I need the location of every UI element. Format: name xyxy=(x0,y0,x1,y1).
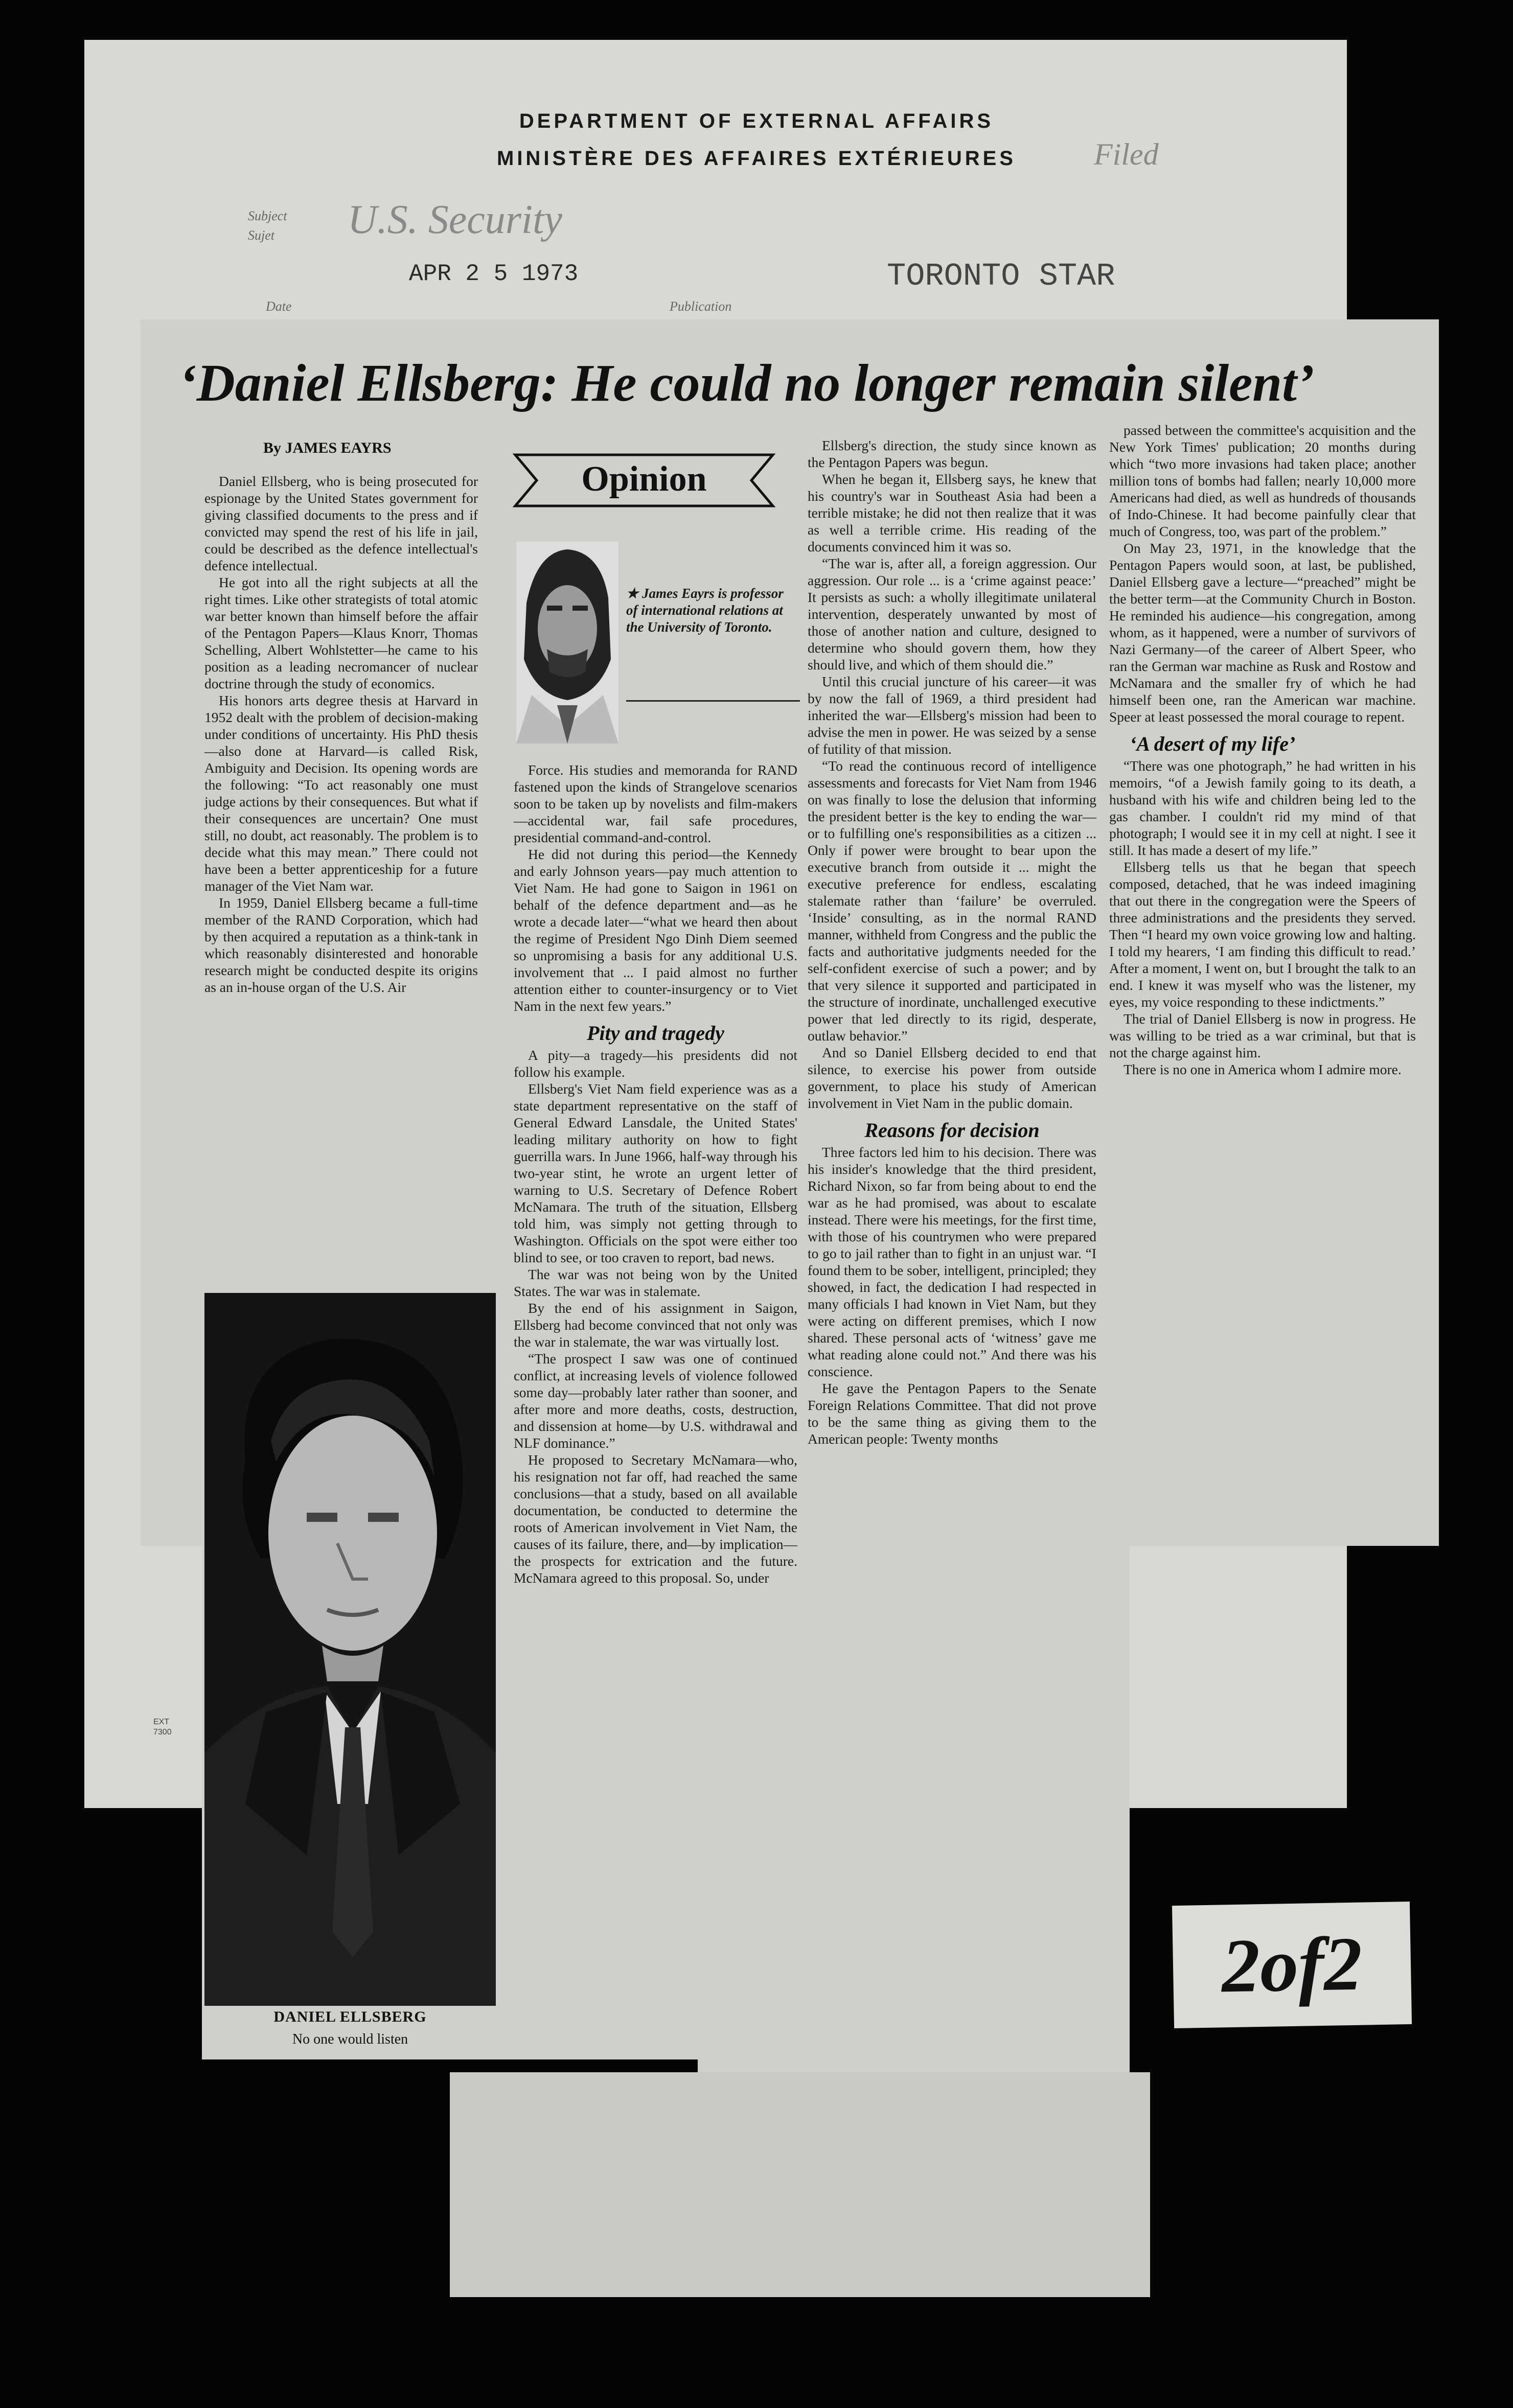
author-portrait xyxy=(516,542,618,744)
col2-para: The war was not being won by the United States. The war was in stalemate. xyxy=(514,1266,797,1299)
col1-para: He got into all the right subjects at all the right times. Like other strategists of total atomic war better known than himself before the affair of the Pentagon Papers—Klaus Knorr, Thomas Schelling, Albert Wohlstetter—he came to his position as a leading necromancer of nuclear doctrine through the study of economics. xyxy=(204,574,478,691)
col2-para: “The prospect I saw was one of continued conflict, at increasing levels of violence followed some day—probably later rather than sooner, and after more and more deaths, costs, destruction, and dissension at home—by U.S. withdrawal and NLF dominance.” xyxy=(514,1351,797,1451)
col3-para: And so Daniel Ellsberg decided to end that silence, to exercise his power from outside government, to place his study of American involvement in Viet Nam in the public domain. xyxy=(808,1045,1096,1111)
col4-para: Ellsberg tells us that he began that speech composed, detached, that he was indeed imagining that out there in the congregation were the Speers of three administrations and the presidents they served. Then “I heard my own voice growing low and halting. I told my hearers, ‘I am finding this difficult to read.’ After a moment, I went on, but I brought the talk to an end. I knew it was myself who was the listener, my eyes, my voice responding to these indictments.” xyxy=(1109,859,1416,1010)
column-3 xyxy=(808,437,1096,1447)
handwritten-note xyxy=(1172,1902,1412,2028)
byline: By JAMES EAYRS xyxy=(263,439,392,456)
col2-para: He proposed to Secretary McNamara—who, his resignation not far off, had reached the same conclusions—that a study, based on all available documentation, be conducted to determine the roots of American involvement in Viet Nam, the causes of its failure, there, and—by implication—the prospects for extrication and the future. McNamara agreed to this proposal. So, under xyxy=(514,1452,797,1586)
col3-para: Ellsberg's direction, the study since known as the Pentagon Papers was begun. xyxy=(808,437,1096,470)
dept-name-en: DEPARTMENT OF EXTERNAL AFFAIRS xyxy=(519,110,994,132)
col3-para: When he began it, Ellsberg says, he knew that his country's war in Southeast Asia had been a terrible mistake; he did not then realize that it was as well a terrible crime. His reading of the documents convinced him it was so. xyxy=(808,471,1096,554)
column-2 xyxy=(514,761,797,1586)
ellsberg-photo xyxy=(204,1293,496,2006)
author-note: ★ James Eayrs is professor of international relations at the University of Toronto. xyxy=(626,586,784,635)
date-stamp: APR 2 5 1973 xyxy=(409,261,579,287)
col1-para: In 1959, Daniel Ellsberg became a full-time member of the RAND Corporation, which had by then acquired a reputation as a think-tank in which reasonably disinterested and honorable research might be conducted despite its origins as an in-house organ of the U.S. Air xyxy=(204,895,478,995)
col3-para: He gave the Pentagon Papers to the Senate Foreign Relations Committee. That did not prove to be the same thing as giving them to the American people: Twenty months xyxy=(808,1380,1096,1447)
note-text: 2of2 xyxy=(1221,1921,1363,2009)
publication-stamp: TORONTO STAR xyxy=(887,258,1115,294)
side-code: EXT 7300 xyxy=(153,1718,172,1736)
subhead-pity-and-tragedy: Pity and tragedy xyxy=(587,1022,724,1045)
col4-para: On May 23, 1971, in the knowledge that the Pentagon Papers would soon, at last, be published, Daniel Ellsberg gave a lecture—“preached” might be the better term—at the Community Church in Boston. He reminded his audience—his congregation, among whom, as it happened, were a number of survivors of Nazi Germany—of the career of Albert Speer, who ran the German war machine as Rusk and Rostow and McNamara and the smaller fry of which he had himself been one, ran the American war machine. Speer at least possessed the moral courage to repent. xyxy=(1109,540,1416,725)
photo-caption-name: DANIEL ELLSBERG xyxy=(273,2008,427,2025)
clipping-lower-middle xyxy=(698,1533,1130,2075)
col3-para: “The war is, after all, a foreign aggression. Our aggression. Our role ... is a ‘crime against peace:’ It persists as such: a wholly illegitimate unilateral intervention, desperately unwanted by most of those of another nation and culture, designed to determine who should govern them, how they should live, and which of them should die.” xyxy=(808,555,1096,673)
subhead-reasons-for-decision: Reasons for decision xyxy=(864,1119,1040,1142)
article-headline: ‘Daniel Ellsberg: He could no longer remain silent’ xyxy=(179,354,1315,412)
publication-label: Publication xyxy=(670,299,732,314)
col1-para: His honors arts degree thesis at Harvard in 1952 dealt with the problem of decision-making under conditions of uncertainty. His PhD thesis—also done at Harvard—is called Risk, Ambiguity and Decision. Its opening words are the following: “To act reasonably one must judge actions by their consequences. But what if their consequences are uncertain? One must still, no doubt, act reasonably. The problem is to decide what this may mean.” There could not have been a better apprenticeship for a future manager of the Viet Nam war. xyxy=(204,692,478,894)
author-note-rule xyxy=(626,700,800,702)
subject-label-en: Subject xyxy=(248,209,287,223)
file-mark: Filed xyxy=(1094,137,1159,171)
subhead-desert-of-my-life: ‘A desert of my life’ xyxy=(1130,732,1296,755)
opinion-banner xyxy=(511,439,777,521)
column-4 xyxy=(1109,422,1416,1078)
opinion-label: Opinion xyxy=(581,459,707,499)
col2-para: By the end of his assignment in Saigon, Ellsberg had become convinced that not only was the war in stalemate, the war was virtually lost. xyxy=(514,1300,797,1350)
date-label: Date xyxy=(266,299,292,314)
col4-para: There is no one in America whom I admire more. xyxy=(1124,1061,1402,1077)
col4-para: The trial of Daniel Ellsberg is now in progress. He was willing to be tried as a war criminal, but that is not the charge against him. xyxy=(1109,1011,1416,1060)
col2-para: Force. His studies and memoranda for RAND fastened upon the kinds of Strangelove scenarios soon to be taken up by novelists and film-makers—accidental war, fail safe procedures, presidential command-and-control. xyxy=(514,762,797,845)
col2-para: Ellsberg's Viet Nam field experience was as a state department representative on the staff of General Edward Lansdale, the United States' leading military authority on how to fight guerrilla wars. In June 1966, half-way through his two-year stint, he wrote an urgent letter of warning to U.S. Secretary of Defence Robert McNamara. The truth of the situation, Ellsberg told him, was simply not getting through to Washington. Officials on the spot were either too blind to see, or too craven to report, bad news. xyxy=(514,1081,797,1265)
col2-para: A pity—a tragedy—his presidents did not follow his example. xyxy=(514,1047,797,1080)
form-lower-strip xyxy=(450,2072,1150,2297)
photo-caption-sub: No one would listen xyxy=(292,2031,408,2047)
subject-handwritten: U.S. Security xyxy=(348,197,562,242)
col3-para: “To read the continuous record of intelligence assessments and forecasts for Viet Nam from 1946 on was finally to lose the delusion that informing the president better is the key to ending the war—or to fulfilling one's responsibilities as a citizen ... Only if power were brought to bear upon the executive branch from outside it ... might the executive preference for endless, escalating stalemate rather than ‘failure’ be overruled. ‘Inside’ consulting, as in the normal RAND manner, withheld from Congress and the public the facts and authoritative judgments needed for the self-confident exercise of such a power; and by that very silence it supported and participated in the structure of inordinate, unchallenged executive power that led directly to its rigid, desperate, outlaw behavior.” xyxy=(808,758,1096,1044)
col4-para: passed between the committee's acquisition and the New York Times' publication; 20 months during which “two more invasions had taken place; another million tons of bombs had fallen; nearly 10,000 more Americans had died, as well as hundreds of thousands of Indo-Chinese. It had become painfully clear that much of Congress, too, was part of the problem.” xyxy=(1109,422,1416,539)
col3-para: Three factors led him to his decision. There was his insider's knowledge that the third president, Richard Nixon, so far from being about to end the war as he had promised, was about to escalate instead. There were his meetings, for the first time, with those of his countrymen who were prepared to go to jail rather than to fight in an unjust war. “I found them to be sober, intelligent, principled; they showed, in fact, the dedication I had respected in many officials I had known in Viet Nam, but they were acting on different premises, which I now shared. These personal acts of ‘witness’ gave me what reading alone could not.” And there was his conscience. xyxy=(808,1144,1096,1379)
column-1 xyxy=(204,473,478,995)
col2-para: He did not during this period—the Kennedy and early Johnson years—pay much attention to Viet Nam. He had gone to Saigon in 1961 on behalf of the defence department and—as he wrote a decade later—“what we heard then about the regime of President Ngo Dinh Diem seemed so unpromising a basis for any additional U.S. involvement that ... I paid almost no further attention either to counter-insurgency or to Viet Nam in the next few years.” xyxy=(514,846,797,1014)
col3-para: Until this crucial juncture of his career—it was by now the fall of 1969, a third president had inherited the war—Ellsberg's mission had been to advise the men in power. He was seized by a sense of futility of that mission. xyxy=(808,674,1096,757)
dept-name-fr: MINISTÈRE DES AFFAIRES EXTÉRIEURES xyxy=(497,147,1016,170)
col4-para: “There was one photograph,” he had written in his memoirs, “of a Jewish family going to its death, a husband with his wife and children being led to the gas chamber. I couldn't rid my mind of that photograph; I would see it in my cell at night. I see it still. It has made a desert of my life.” xyxy=(1109,758,1416,858)
subject-label-fr: Sujet xyxy=(248,228,274,243)
col1-para: Daniel Ellsberg, who is being prosecuted for espionage by the United States government for giving classified documents to the press and if convicted may spend the rest of his life in jail, could be described as the defence intellectual's defence intellectual. xyxy=(204,473,478,573)
